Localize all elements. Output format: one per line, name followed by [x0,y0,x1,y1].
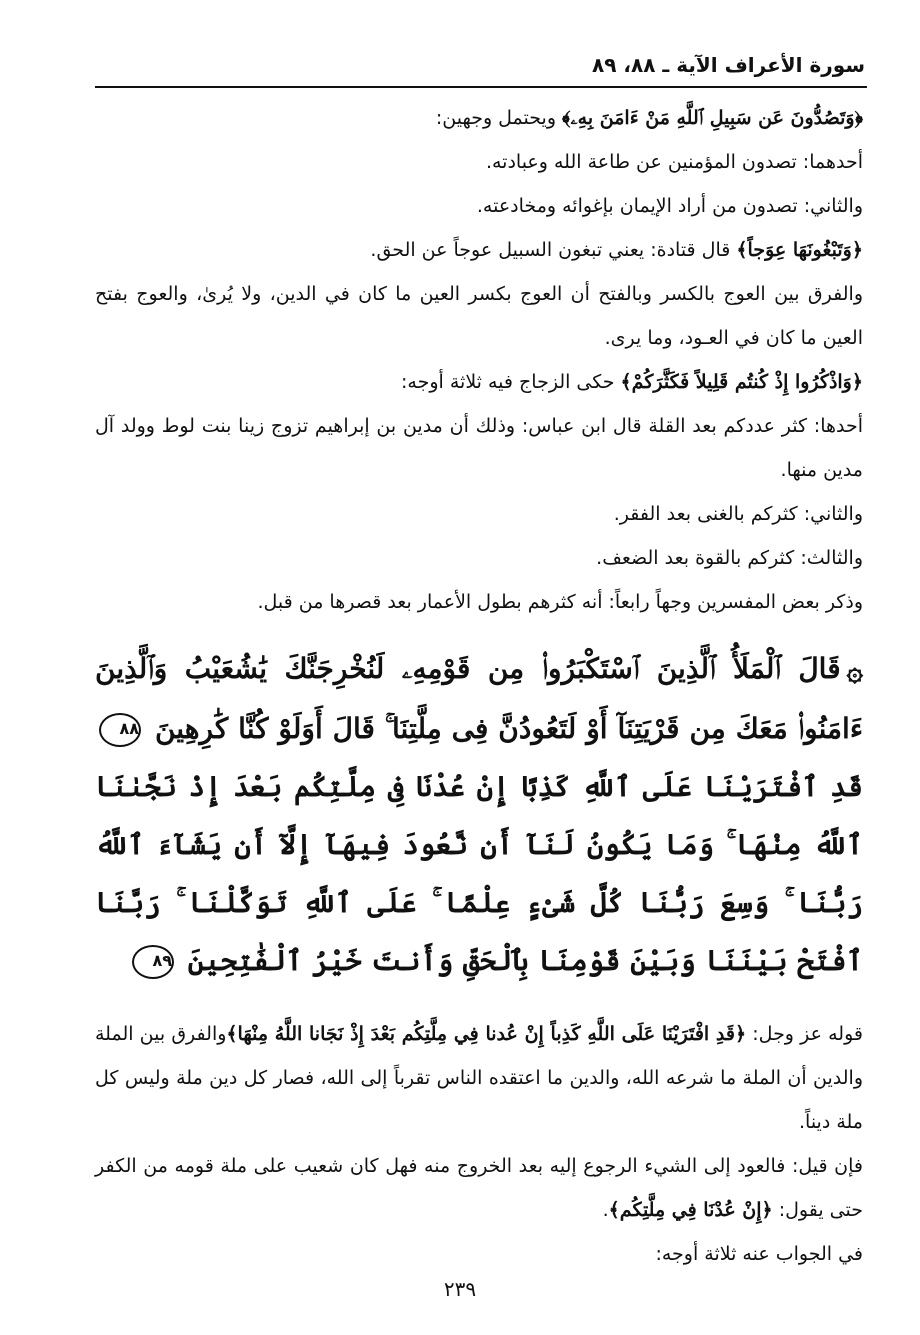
verse-text-88: قَالَ ٱلْمَلَأُ ٱلَّذِينَ ٱسْتَكْبَرُوا۟ مِن قَوْمِهِۦ لَنُخْرِجَنَّكَ يَٰشُعَيْبُ وَٱلَّذِينَ ءَامَنُوا۟ مَعَكَ مِن قَرْيَتِنَآ أَوْ لَتَعُودُنَّ فِى مِلَّتِنَا ۚ قَالَ أَوَلَوْ كُنَّا كَٰرِهِينَ [95,652,863,745]
paragraph-9 [95,536,863,580]
paragraph-1 [95,96,863,140]
paragraph-10 [95,580,863,624]
paragraph-7 [95,404,863,492]
rub-el-hizb-icon: ۞ [846,653,863,687]
commentary-text: . [602,1198,609,1221]
commentary-text: والثاني: كثركم بالغنى بعد الفقر. [613,503,863,525]
quran-quote: ﴿إِنْ عُدْنَا فِي مِلَّتِكُم﴾ [608,1198,773,1221]
page-body [95,96,863,1276]
commentary-text: حكى الزجاج فيه ثلاثة أوجه: [401,371,621,393]
paragraph-12 [95,1144,863,1232]
surah-title: سورة الأعراف الآية ـ ٨٨، ٨٩ [592,53,865,77]
commentary-text: أحدها: كثر عددكم بعد القلة قال ابن عباس: وذلك أن مدين بن إبراهيم تزوج زينا بنت لوط وولد آل مدين منها. [95,415,863,481]
commentary-text: والثاني: تصدون من أراد الإيمان بإغوائه ومخادعته. [476,195,863,217]
quran-quote: ﴿قَدِ افْتَرَيْنَا عَلَى اللَّهِ كَذِباً إِنْ عُدنا فِي مِلَّتِكُم بَعْدَ إِذْ نَجَانا اللَّهُ مِنْهَا﴾ [226,1022,747,1045]
commentary-text: أحدهما: تصدون المؤمنين عن طاعة الله وعبادته. [485,151,863,173]
paragraph-2 [95,140,863,184]
commentary-text: والفرق بين الملة والدين أن الملة ما شرعه الله، والدين ما اعتقده الناس تقرباً إلى الله، فصار كل دين ملة وليس كل ملة ديناً. [95,1022,863,1133]
ayah-number-88: ٨٨ [99,713,141,747]
verse-text-89: قَدِ ٱفْتَرَيْنَا عَلَى ٱللَّهِ كَذِبًا إِنْ عُدْنَا فِى مِلَّتِكُم بَعْدَ إِذْ نَجَّىٰنَا ٱللَّهُ مِنْهَا ۚ وَمَا يَكُونُ لَنَآ أَن نَّعُودَ فِيهَآ إِلَّآ أَن يَشَآءَ ٱللَّهُ رَبُّنَا ۚ وَسِعَ رَبُّنَا كُلَّ شَىْءٍ عِلْمًا ۚ عَلَى ٱللَّهِ تَوَكَّلْنَا ۚ رَبَّنَا ٱفْتَحْ بَيْنَنَا وَبَيْنَ قَوْمِنَا بِٱلْحَقِّ وَأَنتَ خَيْرُ ٱلْفَٰتِحِينَ [95,769,863,977]
commentary-lead: فإن قيل: فالعود إلى الشيء الرجوع إليه بعد الخروج منه فهل كان شعيب على ملة قومه من الكفر حتى يقول: [95,1154,863,1221]
paragraph-3 [95,184,863,228]
paragraph-11 [95,1012,863,1144]
paragraph-5 [95,272,863,360]
page-number: ٢٣٩ [443,1277,477,1301]
commentary-text: ويحتمل وجهين: [435,107,563,129]
running-header [95,44,865,86]
header-rule [95,86,867,88]
commentary-text: قال قتادة: يعني تبغون السبيل عوجاً عن الحق. [370,239,737,261]
paragraph-6 [95,360,863,404]
ayah-number-89: ٨٩ [132,945,174,979]
commentary-lead: قوله عز وجل: [746,1022,863,1045]
commentary-text: والفرق بين العوج بالكسر وبالفتح أن العوج بكسر العين ما كان في الدين، ولا يُرىٰ، والعوج بفتح العين ما كان في العـود، وما يرى. [95,283,863,349]
quran-verse-block [95,640,863,990]
quran-quote: ﴿وَاذْكُرُوا إِذْ كُنتُم قَلِيلاً فَكَثَّرَكُمْ﴾ [620,371,863,393]
quran-quote: ﴿وَتَصُدُّونَ عَن سَبِيلِ ٱللَّهِ مَنْ ءَامَنَ بِهِۦ﴾ [562,107,863,129]
commentary-text: وذكر بعض المفسرين وجهاً رابعاً: أنه كثرهم بطول الأعمار بعد قصرها من قبل. [257,591,863,613]
quran-quote: ﴿وَتَبْغُونَهَا عِوَجاً﴾ [736,239,863,261]
paragraph-4 [95,228,863,272]
commentary-text: في الجواب عنه ثلاثة أوجه: [655,1242,863,1265]
commentary-text: والثالث: كثركم بالقوة بعد الضعف. [596,547,863,569]
paragraph-8 [95,492,863,536]
paragraph-13 [95,1232,863,1276]
